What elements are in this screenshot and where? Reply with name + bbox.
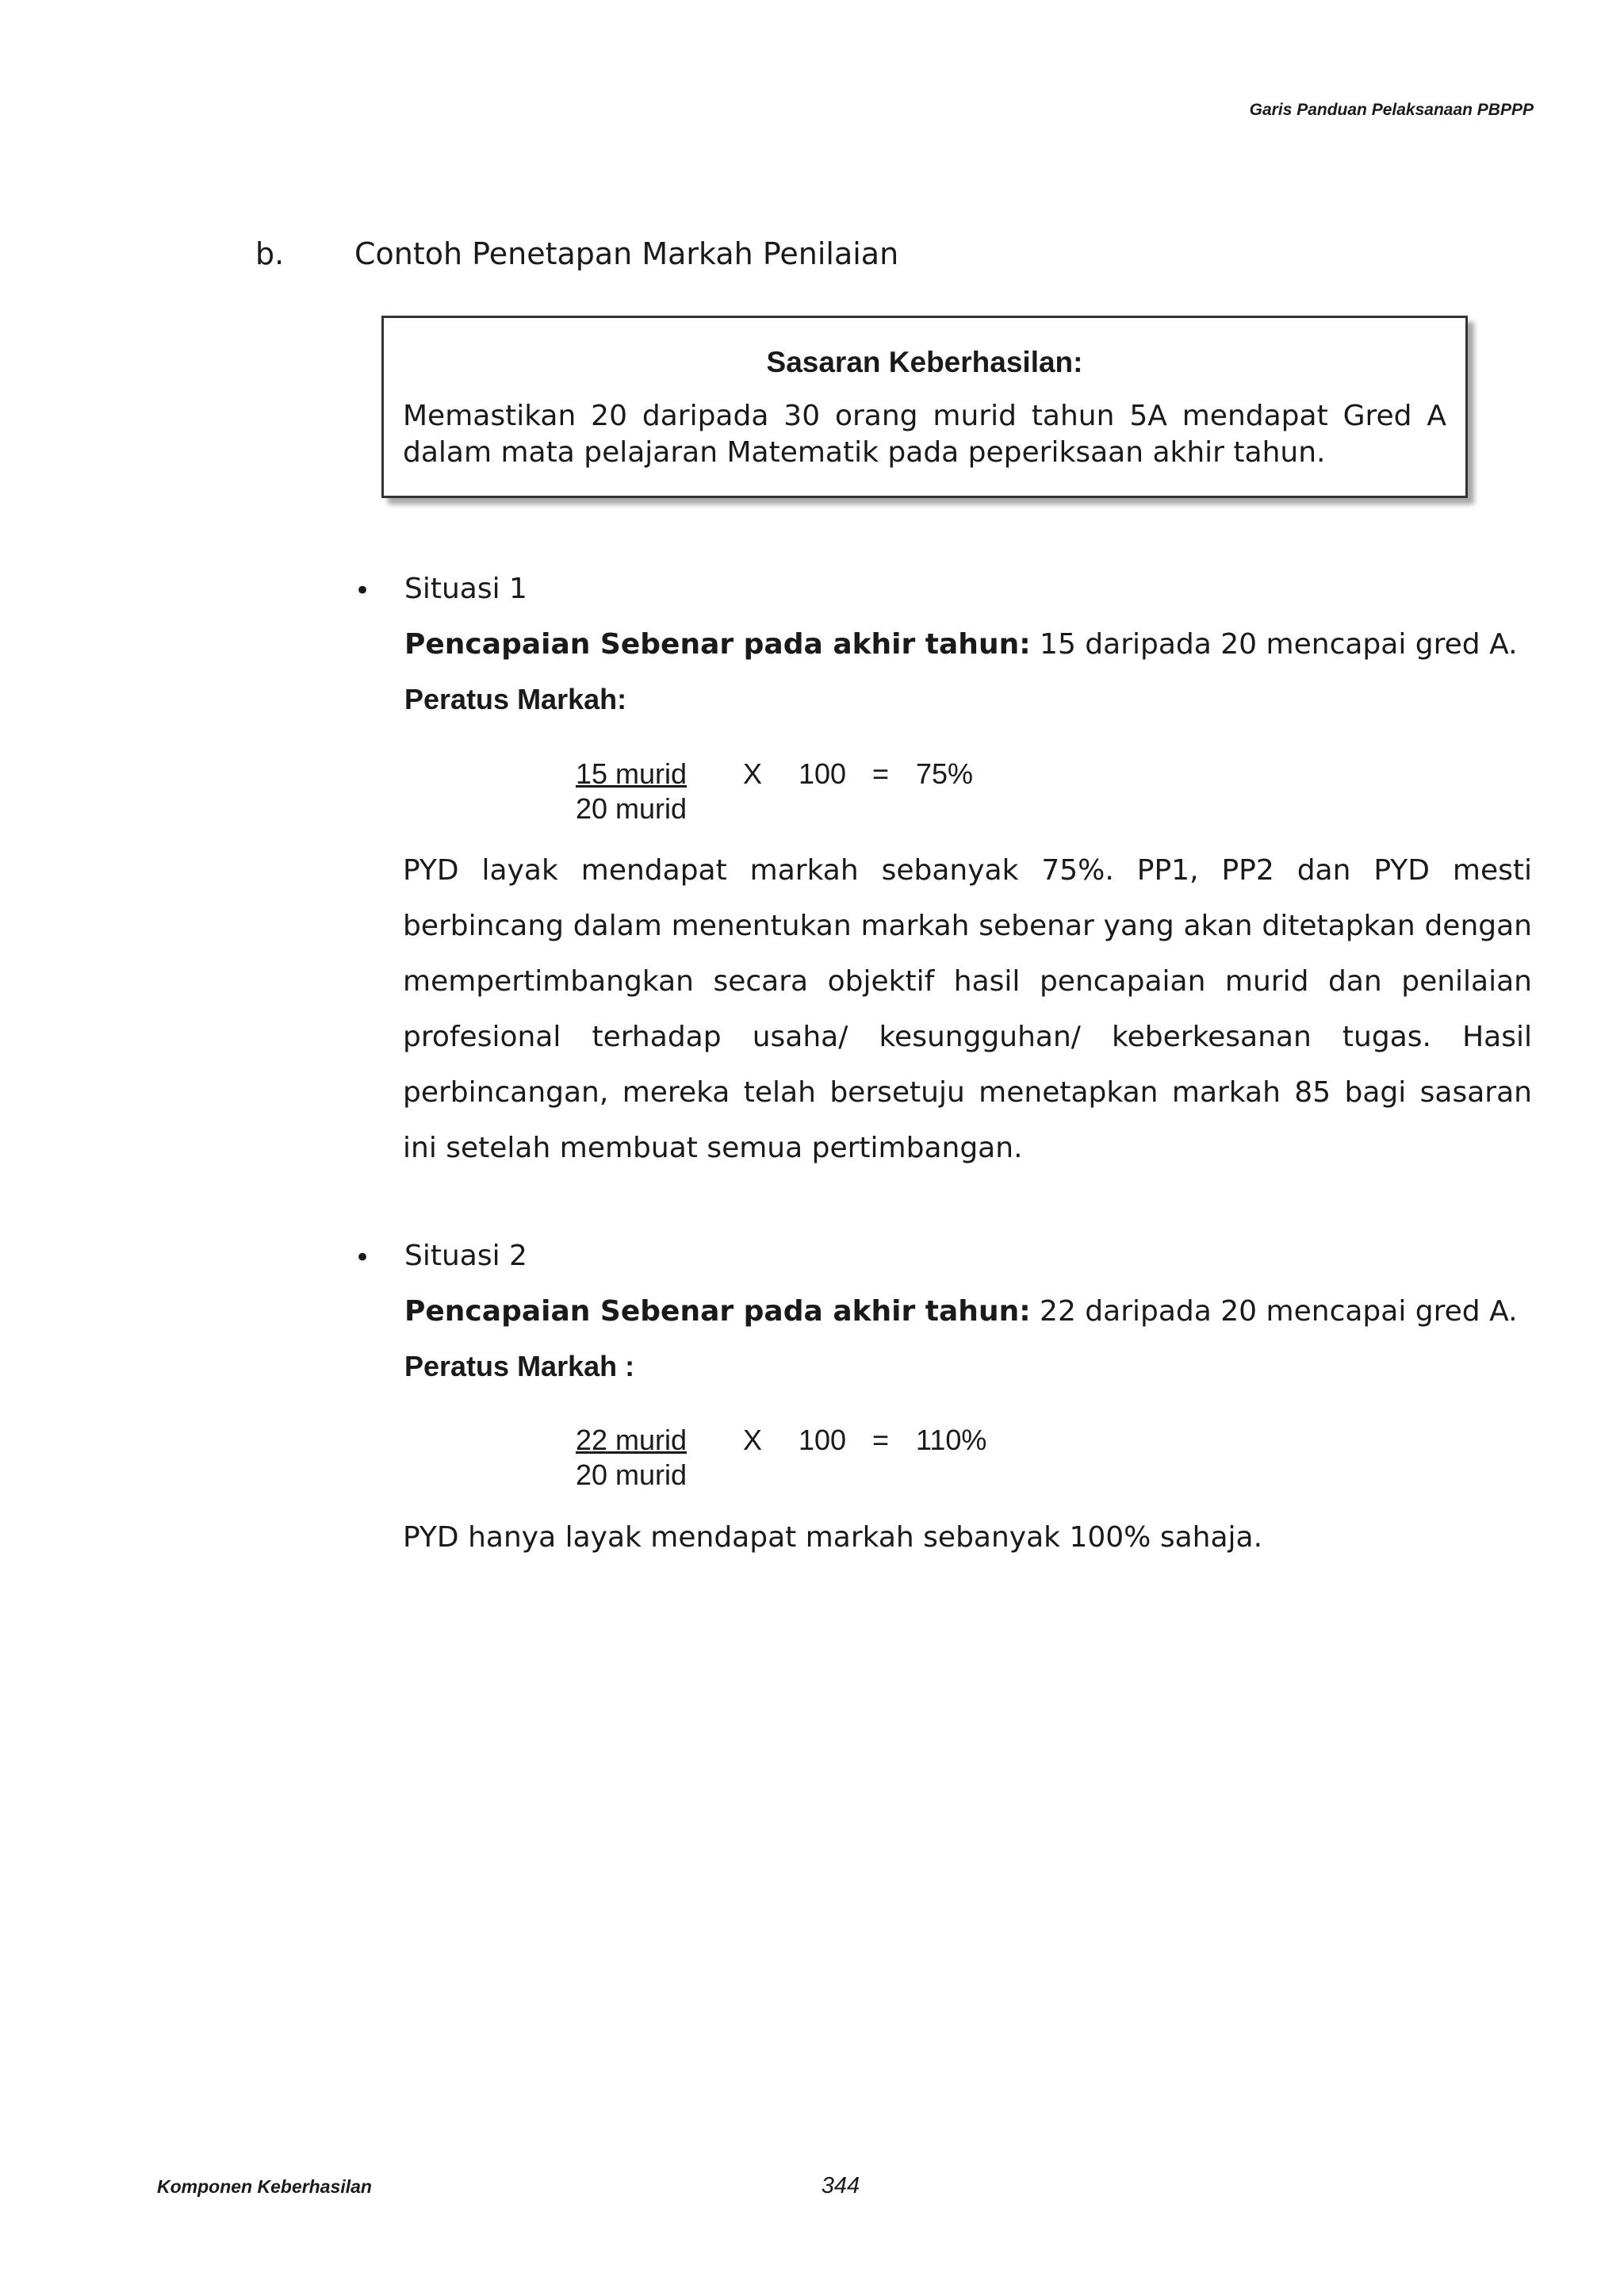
target-box-text: Memastikan 20 daripada 30 orang murid tahun 5A mendapat Gred A dalam mata pelajaran Matematik pada peperiksaan akhir tahun. (403, 400, 1446, 469)
achievement-value: 15 daripada 20 mencapai gred A. (1040, 628, 1518, 661)
formula-numerator: 15 murid (576, 757, 688, 790)
formula-equals: = (872, 1424, 890, 1456)
formula-equals: = (872, 757, 890, 790)
target-box-heading: Sasaran Keberhasilan: (766, 346, 1083, 378)
header-title: Garis Panduan Pelaksanaan PBPPP (1249, 101, 1534, 119)
section-title: Contoh Penetapan Markah Penilaian (354, 236, 899, 271)
formula-result: 110% (916, 1424, 987, 1456)
achievement-label: Pencapaian Sebenar pada akhir tahun: (404, 1295, 1031, 1328)
formula-times: X (743, 1424, 763, 1456)
achievement-label: Pencapaian Sebenar pada akhir tahun: (404, 628, 1031, 661)
percent-label: Peratus Markah : (404, 1350, 635, 1382)
formula-times: X (743, 757, 763, 790)
footer-section-name: Komponen Keberhasilan (157, 2176, 372, 2197)
situation-label: Situasi 1 (404, 573, 527, 605)
achievement-line (404, 1295, 1518, 1328)
formula-result: 75% (916, 757, 974, 790)
formula-denominator: 20 murid (576, 1458, 688, 1491)
achievement-value: 22 daripada 20 mencapai gred A. (1040, 1295, 1518, 1328)
section-letter: b. (255, 236, 285, 271)
target-box (381, 316, 1468, 498)
formula-denominator: 20 murid (576, 792, 688, 825)
page-number: 344 (821, 2173, 860, 2198)
percent-label: Peratus Markah: (404, 683, 627, 715)
formula-multiplier: 100 (799, 1424, 847, 1456)
situation-paragraph: PYD hanya layak mendapat markah sebanyak 100% sahaja. (403, 1521, 1263, 1554)
situation-paragraph: PYD layak mendapat markah sebanyak 75%. PP1, PP2 dan PYD mesti berbincang dalam menentukan markah sebenar yang akan ditetapkan dengan mempertimbangkan secara objektif hasil pencapaian murid dan penilaian profesional terhadap usaha/ kesungguhan/ keberkesanan tugas. Hasil perbincangan, mereka telah bersetuju menetapkan markah 85 bagi sasaran ini setelah membuat semua pertimbangan. (403, 854, 1532, 1164)
achievement-line (404, 628, 1518, 661)
formula-numerator: 22 murid (576, 1424, 688, 1456)
bullet-icon: • (354, 575, 371, 607)
bullet-icon: • (354, 1242, 371, 1274)
formula-multiplier: 100 (799, 757, 847, 790)
situation-label: Situasi 2 (404, 1240, 527, 1272)
